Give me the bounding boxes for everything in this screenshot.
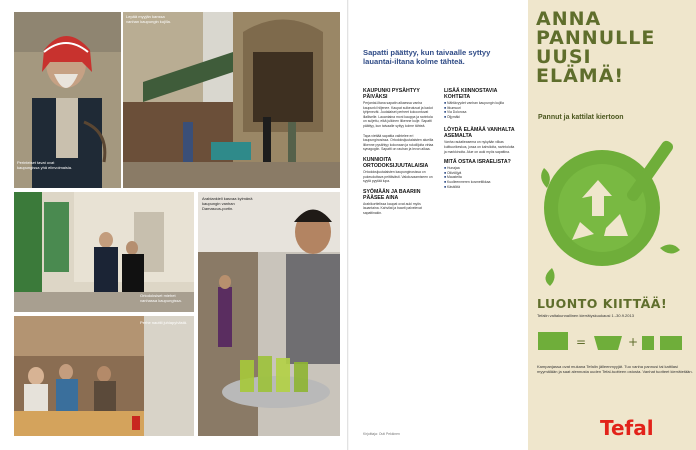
ad-title-line-4: ELÄMÄ! bbox=[536, 65, 625, 87]
ad-body-text: Kampanjassa ovat mukana Tefalin jälleenmyyjät. Tuo vanha pannusi tai kattilasi myymälään ja saat alennusta uuden Tefal-tuotteen ostosta. Vanhat tuotteet kierrätetään. bbox=[537, 364, 693, 375]
shop-tip-2: ■ Oliiviöljyä bbox=[444, 171, 516, 176]
col2-body-2: Vanha rautatieasema on nykyään vilkas kulttuurikeskus, jossa on kahviloita, ravintoloita ja markkinoita. Alue on auki myös sapattina. bbox=[444, 140, 515, 154]
article-column-2 bbox=[444, 88, 516, 189]
tip-1: ■ Nähtävyydet vanhan kaupungin kujilla bbox=[444, 101, 516, 106]
ad-title bbox=[536, 10, 696, 86]
recycled-pan-illustration bbox=[532, 128, 692, 292]
tefal-logo-text: Tefal bbox=[600, 416, 654, 440]
col1-heading-4: SYÖMÄÄN JA BAARIIN PÄÄSEE AINA bbox=[363, 188, 421, 201]
recycle-formula-icons bbox=[538, 328, 688, 354]
caption-2: Lepää myyjän kanssa vanhan kaupungin kujilla. bbox=[126, 14, 171, 24]
tip-4: ■ Öljymäki bbox=[444, 115, 516, 120]
tip-2: ■ Itkumuuri bbox=[444, 106, 516, 111]
shop-tip-3: ■ Mausteita bbox=[444, 175, 516, 180]
caption-5: Perhe nauttii juhlapyhästä. bbox=[140, 320, 188, 325]
col1-heading-3: KUNNIOITA ORTODOKSIJUUTALAISIA bbox=[363, 156, 429, 169]
juice-seller-illustration bbox=[198, 192, 340, 436]
col2-heading-2: LÖYDÄ ELÄMÄÄ VANHALTA ASEMALTA bbox=[444, 127, 515, 140]
photo-family-cafe bbox=[14, 316, 194, 436]
shop-tip-1: ■ Hunajaa bbox=[444, 166, 516, 171]
tip-3: ■ Via Dolorosa bbox=[444, 110, 516, 115]
caption-1: Perinteiset tavat ovat kaupungissa yhä elinvoimaisia. bbox=[17, 160, 73, 170]
caption-4: Ortodoksiset miehet vanhassa kaupungissa. bbox=[140, 293, 182, 303]
ad-subtitle: Pannut ja kattilat kiertoon bbox=[538, 114, 624, 121]
page-gutter bbox=[347, 0, 349, 450]
shop-tip-5: ■ Käsitöitä bbox=[444, 185, 516, 190]
article-column-1 bbox=[363, 88, 435, 221]
col1-body-1: Perjantai-iltana sapatin alkaessa vanha kaupunki hiljenee. Kaupat sulkeutuvat ja kadut tyhjenevät. Juutalaiset perheet kokoontuvat illalliselle. Lauantaina moni kauppa ja ravintola on suljettu, eikä julkinen liikenne kulje. Sapatti päättyy, kun taivaalle syttyy kolme tähteä. bbox=[363, 101, 433, 128]
ad-title-line-3: UUSI bbox=[536, 46, 592, 68]
tefal-advertisement bbox=[528, 0, 696, 450]
svg-text:=: = bbox=[576, 335, 587, 349]
family-cafe-illustration bbox=[14, 316, 194, 436]
market-street-illustration bbox=[123, 12, 340, 188]
col1-body-3: Ortodoksijuutalaisten kaupunginosissa on pukeuduttava peittävästi. Valokuvaamiseen on syytä pyytää lupa. bbox=[363, 169, 433, 184]
col2-heading-1: LISÄÄ KIINNOSTAVIA KOHTEITA bbox=[444, 88, 498, 100]
photo-juice-seller bbox=[198, 192, 340, 436]
ad-title-line-1: ANNA bbox=[536, 8, 602, 30]
campaign-dates: Tefalin valtakunnallinen kierrätyskuukausi 1.-30.9.2013 bbox=[537, 313, 634, 318]
col1-heading-1: KAUPUNKI PYSÄHTYY PÄIVÄKSI bbox=[363, 88, 420, 100]
article-headline: Sapatti päättyy, kun taivaalle syttyy lauantai-iltana kolme tähteä. bbox=[363, 48, 491, 66]
svg-text:+: + bbox=[628, 335, 639, 349]
col1-body-2: Tapa viettää sapattia vaihtelee eri kaupunginosissa. Ortodoksijuutalaisten alueilla liikenne pysähtyy kokonaan ja rukoilijoita virtaa synagogiin. Sapatti on rauhan ja levon aikaa. bbox=[363, 133, 434, 152]
luonto-kiittaa: LUONTO KIITTÄÄ! bbox=[537, 296, 668, 311]
byline: Kirjoittaja: Outi Pekkinen bbox=[363, 432, 400, 436]
photo-market-street bbox=[123, 12, 340, 188]
shop-tip-4: ■ Kuolleenmeren kosmetiikkaa bbox=[444, 180, 516, 185]
tefal-logo bbox=[596, 416, 686, 440]
caption-3: Arabiankieli kasvaa kylmänä kaupungin vanhan Damascus-portin. bbox=[202, 196, 253, 211]
ad-title-line-2: PANNULLE bbox=[536, 27, 656, 49]
col2-heading-3: MITÄ OSTAA ISRAELISTA? bbox=[444, 159, 511, 166]
col1-body-4: Arabikorttelissa kaupat ovat auki myös lauantaina. Kahvilat ja baarit palvelevat sapattinakin. bbox=[363, 201, 422, 215]
